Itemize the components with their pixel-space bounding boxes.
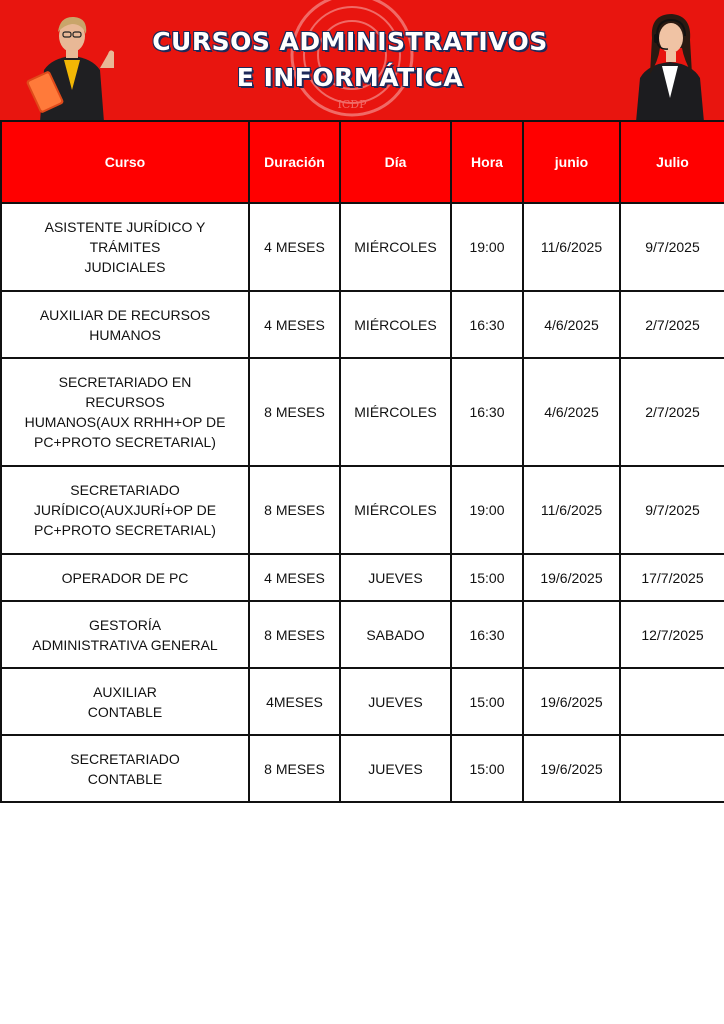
cell-duracion: 8 MESES [249,466,340,554]
table-row [1,291,724,358]
column-header: Julio [620,121,724,203]
cell-hora: 16:30 [451,291,523,358]
cell-julio: 2/7/2025 [620,358,724,466]
cell-duracion: 4 MESES [249,203,340,291]
cell-dia: JUEVES [340,735,451,802]
cell-dia: MIÉRCOLES [340,203,451,291]
cell-julio: 17/7/2025 [620,554,724,601]
cell-junio: 19/6/2025 [523,668,620,735]
cell-junio: 4/6/2025 [523,291,620,358]
cell-julio: 9/7/2025 [620,466,724,554]
cell-julio: 9/7/2025 [620,203,724,291]
cell-hora: 16:30 [451,601,523,668]
cell-curso: AUXILIAR CONTABLE [1,668,249,735]
column-header: Hora [451,121,523,203]
cell-curso: OPERADOR DE PC [1,554,249,601]
table-row [1,466,724,554]
courses-schedule-table [0,120,724,803]
cell-hora: 19:00 [451,466,523,554]
cell-duracion: 4 MESES [249,291,340,358]
cell-duracion: 8 MESES [249,735,340,802]
cell-hora: 15:00 [451,735,523,802]
column-header: Curso [1,121,249,203]
cell-hora: 16:30 [451,358,523,466]
cell-curso: SECRETARIADO JURÍDICO(AUXJURÍ+OP DE PC+PROTO SECRETARIAL) [1,466,249,554]
businesswoman-thumbs-up-image [22,10,122,120]
cell-curso: ASISTENTE JURÍDICO Y TRÁMITES JUDICIALES [1,203,249,291]
cell-julio: 12/7/2025 [620,601,724,668]
cell-julio [620,668,724,735]
cell-junio: 4/6/2025 [523,358,620,466]
cell-julio [620,735,724,802]
cell-duracion: 4 MESES [249,554,340,601]
cell-duracion: 8 MESES [249,358,340,466]
table-row [1,735,724,802]
cell-curso: SECRETARIADO EN RECURSOS HUMANOS(AUX RRHH+OP DE PC+PROTO SECRETARIAL) [1,358,249,466]
table-row [1,358,724,466]
cell-curso: SECRETARIADO CONTABLE [1,735,249,802]
seal-text: ICDP [337,98,367,111]
column-header: Día [340,121,451,203]
column-header: junio [523,121,620,203]
cell-dia: MIÉRCOLES [340,466,451,554]
header-banner [0,0,724,120]
table-row [1,554,724,601]
cell-dia: JUEVES [340,668,451,735]
cell-hora: 15:00 [451,668,523,735]
page-title: CURSOS ADMINISTRATIVOS E INFORMÁTICA [152,27,548,92]
table-row [1,668,724,735]
cell-dia: MIÉRCOLES [340,358,451,466]
support-agent-headset-image [630,8,710,120]
cell-dia: JUEVES [340,554,451,601]
cell-curso: AUXILIAR DE RECURSOS HUMANOS [1,291,249,358]
cell-dia: SABADO [340,601,451,668]
cell-duracion: 4MESES [249,668,340,735]
cell-junio [523,601,620,668]
cell-julio: 2/7/2025 [620,291,724,358]
cell-duracion: 8 MESES [249,601,340,668]
column-header: Duración [249,121,340,203]
cell-dia: MIÉRCOLES [340,291,451,358]
table-header-row [1,121,724,203]
cell-junio: 19/6/2025 [523,735,620,802]
cell-hora: 19:00 [451,203,523,291]
table-row [1,203,724,291]
cell-curso: GESTORÍA ADMINISTRATIVA GENERAL [1,601,249,668]
cell-junio: 19/6/2025 [523,554,620,601]
cell-junio: 11/6/2025 [523,203,620,291]
table-row [1,601,724,668]
table-body [1,203,724,802]
cell-hora: 15:00 [451,554,523,601]
cell-junio: 11/6/2025 [523,466,620,554]
